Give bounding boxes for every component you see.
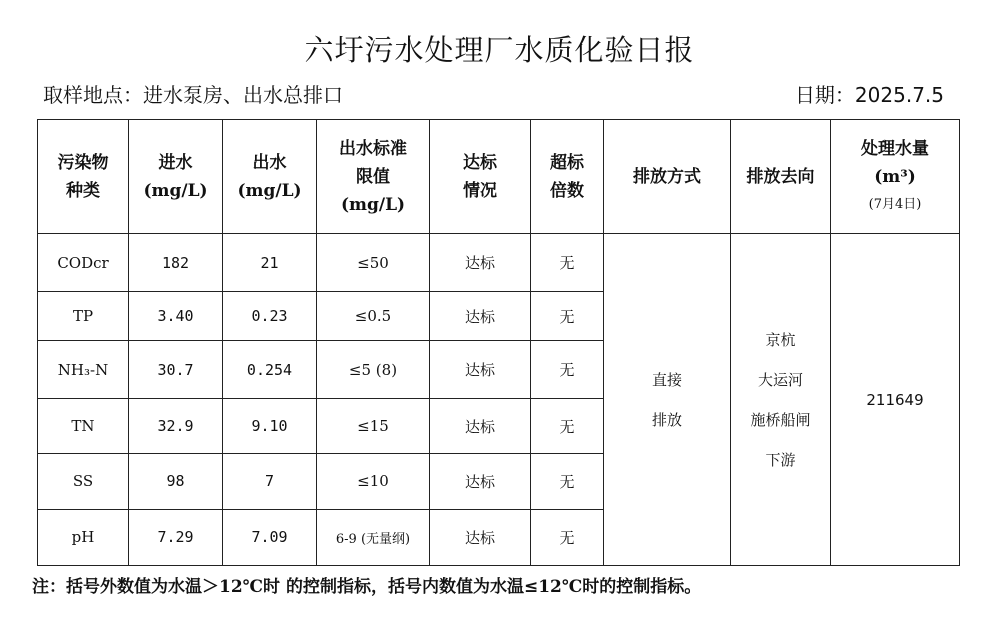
col-header-compliance <box>430 120 531 234</box>
treated-volume-value: 211649 <box>831 234 960 566</box>
col-header-outflow <box>223 120 317 234</box>
cell-inflow: 182 <box>129 234 223 292</box>
cell-outflow: 0.254 <box>223 341 317 399</box>
col-header-discharge-destination: 排放去向 <box>731 120 831 234</box>
footnote: 注：括号外数值为水温＞12℃时 的控制指标，括号内数值为水温≤12℃时的控制指标。 <box>32 577 702 597</box>
col-header-inflow-line1: 进水 <box>158 152 193 173</box>
cell-pollutant: NH₃-N <box>38 341 129 399</box>
discharge-destination-line1: 京杭 <box>765 330 796 349</box>
cell-outflow: 9.10 <box>223 399 317 453</box>
col-header-discharge-method: 排放方式 <box>604 120 731 234</box>
cell-outflow: 0.23 <box>223 292 317 341</box>
discharge-method-cell <box>604 234 731 566</box>
header-row <box>38 120 960 234</box>
col-header-exceed-line1: 超标 <box>550 152 584 173</box>
cell-compliance: 达标 <box>430 234 531 292</box>
col-header-limit <box>317 120 430 234</box>
discharge-method-line1: 直接 <box>651 370 682 389</box>
col-header-compliance-line1: 达标 <box>463 152 497 173</box>
col-header-volume <box>831 120 960 234</box>
col-header-exceed <box>531 120 604 234</box>
cell-outflow: 7.09 <box>223 509 317 565</box>
cell-inflow: 30.7 <box>129 341 223 399</box>
cell-inflow: 98 <box>129 453 223 509</box>
sampling-location: 取样地点：进水泵房、出水总排口 <box>43 83 343 107</box>
report-date: 日期：2025.7.5 <box>794 83 944 107</box>
cell-limit: ≤15 <box>317 399 430 453</box>
cell-outflow: 7 <box>223 453 317 509</box>
cell-limit: 6-9 (无量纲) <box>317 509 430 565</box>
cell-limit: ≤50 <box>317 234 430 292</box>
water-quality-table <box>37 119 960 566</box>
col-header-inflow <box>129 120 223 234</box>
cell-exceed: 无 <box>531 292 604 341</box>
cell-exceed: 无 <box>531 341 604 399</box>
col-header-volume-line1: 处理水量 <box>861 138 929 159</box>
col-header-outflow-line1: 出水 <box>252 152 287 173</box>
col-header-pollutant-line2: 种类 <box>66 180 100 201</box>
cell-exceed: 无 <box>531 399 604 453</box>
col-header-pollutant-line1: 污染物 <box>57 152 109 173</box>
col-header-limit-line1: 出水标准 <box>339 138 407 159</box>
cell-inflow: 7.29 <box>129 509 223 565</box>
cell-limit: ≤5 (8) <box>317 341 430 399</box>
col-header-outflow-unit: (mg/L) <box>237 180 302 201</box>
col-header-pollutant <box>38 120 129 234</box>
col-header-volume-date: (7月4日) <box>868 196 922 212</box>
col-header-limit-unit: (mg/L) <box>340 194 406 215</box>
cell-compliance: 达标 <box>430 509 531 565</box>
cell-compliance: 达标 <box>430 453 531 509</box>
cell-compliance: 达标 <box>430 341 531 399</box>
cell-pollutant: CODcr <box>38 234 129 292</box>
cell-inflow: 3.40 <box>129 292 223 341</box>
cell-exceed: 无 <box>531 509 604 565</box>
cell-limit: ≤0.5 <box>317 292 430 341</box>
col-header-limit-line2: 限值 <box>356 166 390 187</box>
col-header-volume-unit: (m³) <box>874 166 916 187</box>
cell-pollutant: pH <box>38 509 129 565</box>
discharge-destination-line4: 下游 <box>765 450 796 469</box>
cell-outflow: 21 <box>223 234 317 292</box>
cell-compliance: 达标 <box>430 399 531 453</box>
cell-pollutant: TN <box>38 399 129 453</box>
col-header-inflow-unit: (mg/L) <box>143 180 208 201</box>
cell-limit: ≤10 <box>317 453 430 509</box>
table-row <box>38 234 960 292</box>
cell-pollutant: SS <box>38 453 129 509</box>
discharge-destination-line3: 施桥船闸 <box>750 410 811 429</box>
cell-pollutant: TP <box>38 292 129 341</box>
cell-exceed: 无 <box>531 453 604 509</box>
discharge-destination-cell <box>731 234 831 566</box>
cell-inflow: 32.9 <box>129 399 223 453</box>
report-title: 六圩污水处理厂水质化验日报 <box>304 33 695 67</box>
cell-compliance: 达标 <box>430 292 531 341</box>
col-header-compliance-line2: 情况 <box>463 180 497 201</box>
cell-exceed: 无 <box>531 234 604 292</box>
discharge-method-line2: 排放 <box>651 410 682 429</box>
col-header-exceed-line2: 倍数 <box>550 180 584 201</box>
discharge-destination-line2: 大运河 <box>757 370 803 389</box>
